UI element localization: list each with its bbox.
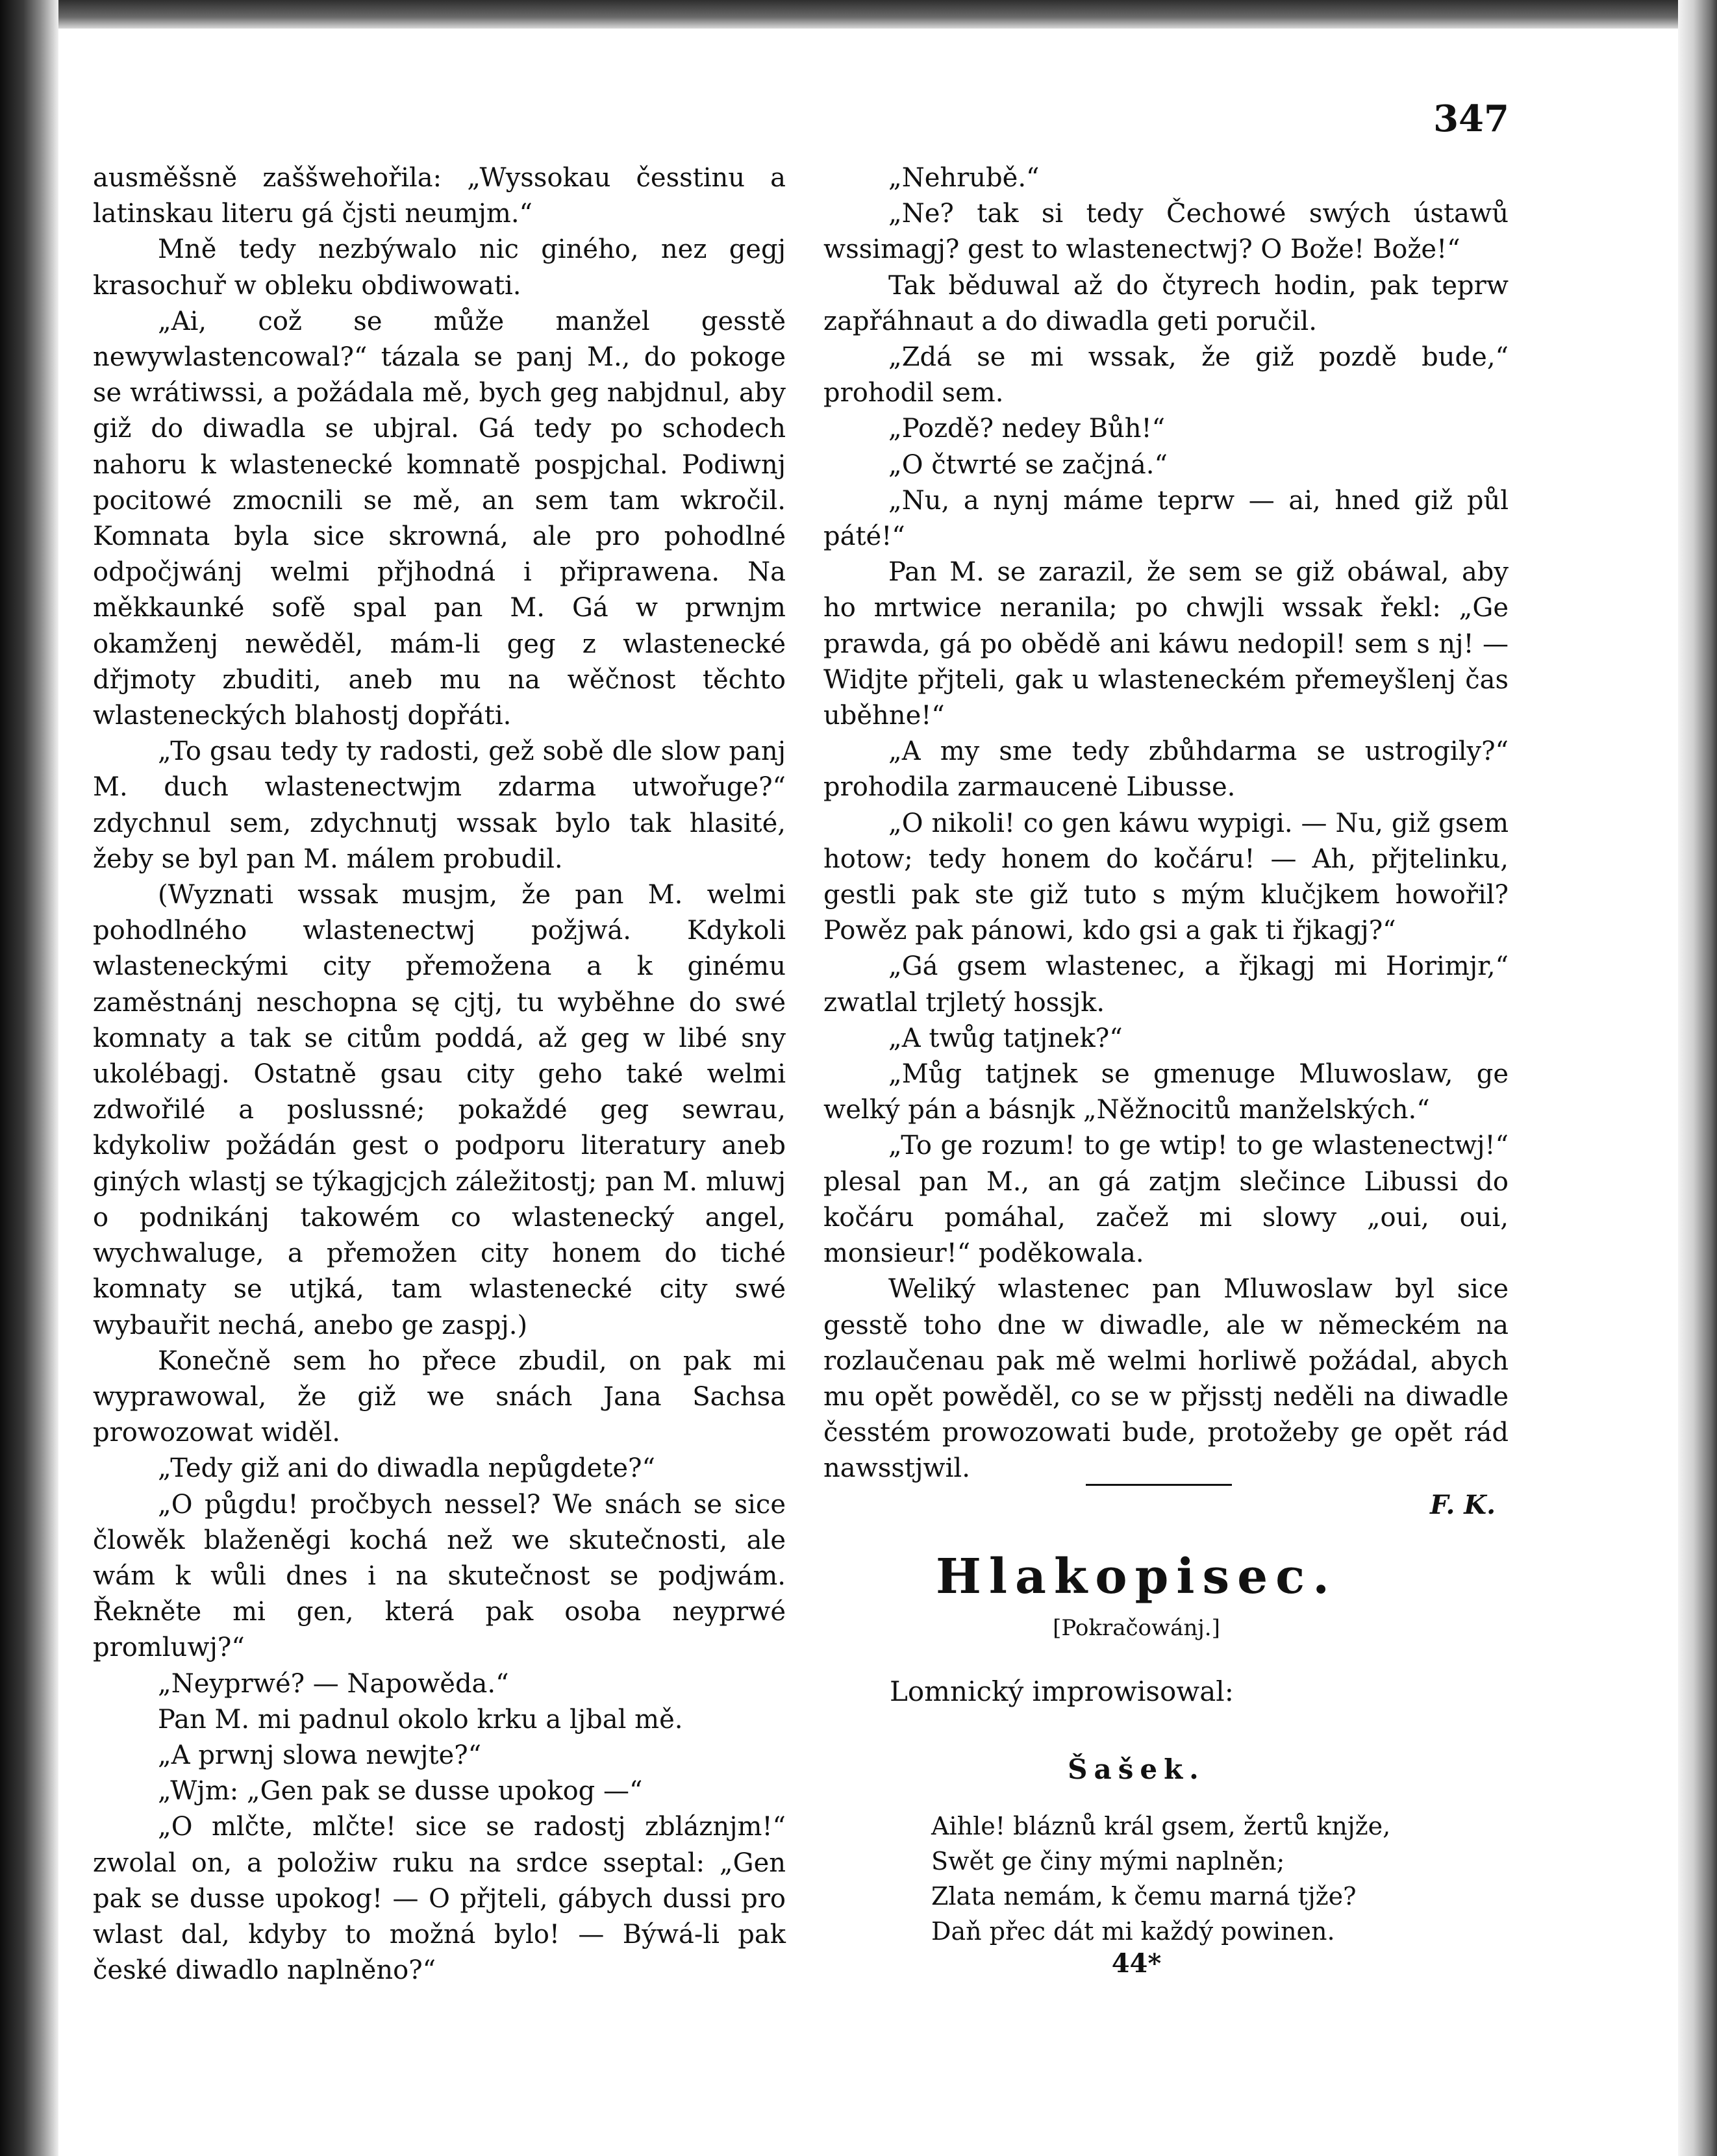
paragraph: „Ne? tak si tedy Čechowé swých ústawů wssimagj? gest to wlastenectwj? O Bože! Bože!“ [823,199,1509,265]
section-divider [1086,1484,1232,1486]
paragraph: „A prwnj slowa newjte?“ [158,1740,482,1770]
section-title: Hlakopisec. [935,1549,1338,1605]
paragraph: Tak běduwal až do čtyrech hodin, pak teprw zapřáhnaut a do diwadla geti poručil. [823,270,1509,336]
continuation-note: [Pokračowánj.] [1053,1615,1220,1641]
paragraph: Mně tedy nezbýwalo nic giného, nez gegj krasochuř w obleku obdiwowati. [93,234,786,301]
poem-line: Aihle! bláznů král gsem, žertů knjže, [931,1812,1391,1840]
improvised-line: Lomnický improwisowal: [890,1675,1234,1707]
poem-line: Daň přec dát mi každý powinen. [931,1917,1335,1946]
poem-line: Swět ge činy mými naplněn; [931,1847,1285,1875]
scan-shadow-left [0,0,58,2156]
paragraph: „Nu, a nynj máme teprw — ai, hned giž půl páté!“ [823,485,1509,552]
poem [931,1809,1390,1949]
poem-title: Šašek. [1068,1753,1205,1785]
poem-line: Zlata nemám, k čemu marná tjže? [931,1882,1357,1911]
paragraph: Pan M. se zarazil, že sem se giž obáwal, aby ho mrtwice neranila; po chwjli wssak řekl: „Ge prawda, gá po obědě ani káwu nedopil! sem s nj! — Widjte přjteli, gak u wlasteneckém přemeyšlenj čas uběhne!“ [823,557,1509,731]
paragraph: „O čtwrté se začjná.“ [888,449,1168,480]
scan-shadow-right [1678,0,1717,2156]
paragraph: Konečně sem ho přece zbudil, on pak mi wyprawowal, že giž we snách Jana Sachsa prowozowat widěl. [93,1346,786,1448]
paragraph: „Tedy giž ani do diwadla nepůgdete?“ [158,1453,655,1484]
paragraph: „O nikoli! co gen káwu wypigi. — Nu, giž gsem hotow; tedy honem do kočáru! — Ah, přjtelinku, gestli pak ste giž tuto s mým klučjkem howořil? Powěz pak pánowi, kdo gsi a gak ti řjkagj?“ [823,808,1509,946]
paragraph: „To ge rozum! to ge wtip! to ge wlastenectwj!“ plesal pan M., an gá zatjm slečince Libussi do kočáru pomáhal, začež mi slowy „oui, oui, monsieur!“ poděkowala. [823,1131,1509,1269]
paragraph: „O mlčte, mlčte! sice se radostj zbláznjm!“ zwolal on, a položiw ruku na srdce sseptal: „Gen pak se dusse upokog! — O přjteli, gábych dussi pro wlast dal, kdyby to možná bylo! — Býwá-li pak české diwadlo naplněno?“ [93,1812,786,1986]
paragraph: „Neyprwé? — Napowěda.“ [158,1668,509,1699]
paragraph: (Wyznati wssak musjm, že pan M. welmi pohodlného wlastenectwj požjwá. Kdykoli wlasteneckými city přemožena a k ginému zaměstnánj neschopna sę cjtj, tu wyběhne do swé komnaty a tak se citům poddá, až geg w libé sny ukolébagj. Ostatně gsau city geho také welmi zdwořilé a poslussné; pokaždé geg sewrau, kdykoliw požádán gest o podporu literatury aneb giných wlastj se týkagjcjch záležitostj; pan M. mluwj o podnikánj takowém co wlastenecký angel, wychwaluge, a přemožen city honem do tiché komnaty se utjká, tam wlastenecké city swé wybauřit nechá, anebo ge zaspj.) [93,880,786,1340]
paragraph: „A twůg tatjnek?“ [888,1023,1123,1053]
paragraph: „Gá gsem wlastenec, a řjkagj mi Horimjr,“ zwatlal trjletý hossjk. [823,951,1509,1018]
paragraph: Pan M. mi padnul okolo krku a ljbal mě. [158,1704,683,1735]
right-column [823,160,1509,1523]
paragraph: Weliký wlastenec pan Mluwoslaw byl sice gesstě toho dne w diwadle, ale w německém na rozlaučenau pak mě welmi horliwě požádal, abych mu opět powěděl, co se w přjsstj neděli na diwadle česstém prowozowati bude, protožeby ge opět rád nawsstjwil. [823,1274,1509,1484]
paragraph: „To gsau tedy ty radosti, gež sobě dle slow panj M. duch wlastenectwjm zdarma utwořuge?“ zdychnul sem, zdychnutj wssak bylo tak hlasité, žeby se byl pan M. málem probudil. [93,736,786,874]
paragraph: „A my sme tedy zbůhdarma se ustrogily?“ prohodila zarmaucenė Libusse. [823,736,1509,803]
paragraph: „Můg tatjnek se gmenuge Mluwoslaw, ge welký pán a básnjk „Něžnocitů manželských.“ [823,1059,1509,1125]
article-signature: F. K. [1430,1489,1496,1520]
paragraph: „Nehrubě.“ [888,163,1040,193]
paragraph: „O půgdu! pročbych nessel? We snách se sice člowěk blaženěgi kochá než we skutečnosti, ale wám k wůli dnes i na skutečnost se podjwám. Řekněte mi gen, která pak osoba neyprwé promluwj?“ [93,1489,786,1663]
signature-mark: 44* [1111,1948,1162,1979]
scan-shadow-top [0,0,1717,29]
paragraph: „Ai, což se může manžel gesstě newywlastencowal?“ tázala se panj M., do pokoge se wrátiwssi, a požádala mě, bych geg nabjdnul, aby giž do diwadla se ubjral. Gá tedy po schodech nahoru k wlastenecké komnatě pospjchal. Podiwnj pocitowé zmocnili se mě, an sem tam wkročil. Komnata byla sice skrowná, ale pro pohodlné odpočjwánj welmi přjhodná i připrawena. Na měkkaunké sofě spal pan M. Gá w prwnjm okamženj newěděl, mám-li geg z wlastenecké dřjmoty zbuditi, aneb mu na wěčnost těchto wlasteneckých blahostj dopřáti. [93,306,786,731]
paragraph: „Pozdě? nedey Bůh!“ [888,414,1166,444]
page-number: 347 [1433,97,1509,140]
paragraph: „Wjm: „Gen pak se dusse upokog —“ [158,1776,643,1807]
paragraph: ausměšsně zaššwehořila: „Wyssokau česstinu a latinskau literu gá čjsti neumjm.“ [93,163,786,229]
left-column [93,160,786,1988]
paragraph: „Zdá se mi wssak, že giž pozdě bude,“ prohodil sem. [823,342,1509,408]
